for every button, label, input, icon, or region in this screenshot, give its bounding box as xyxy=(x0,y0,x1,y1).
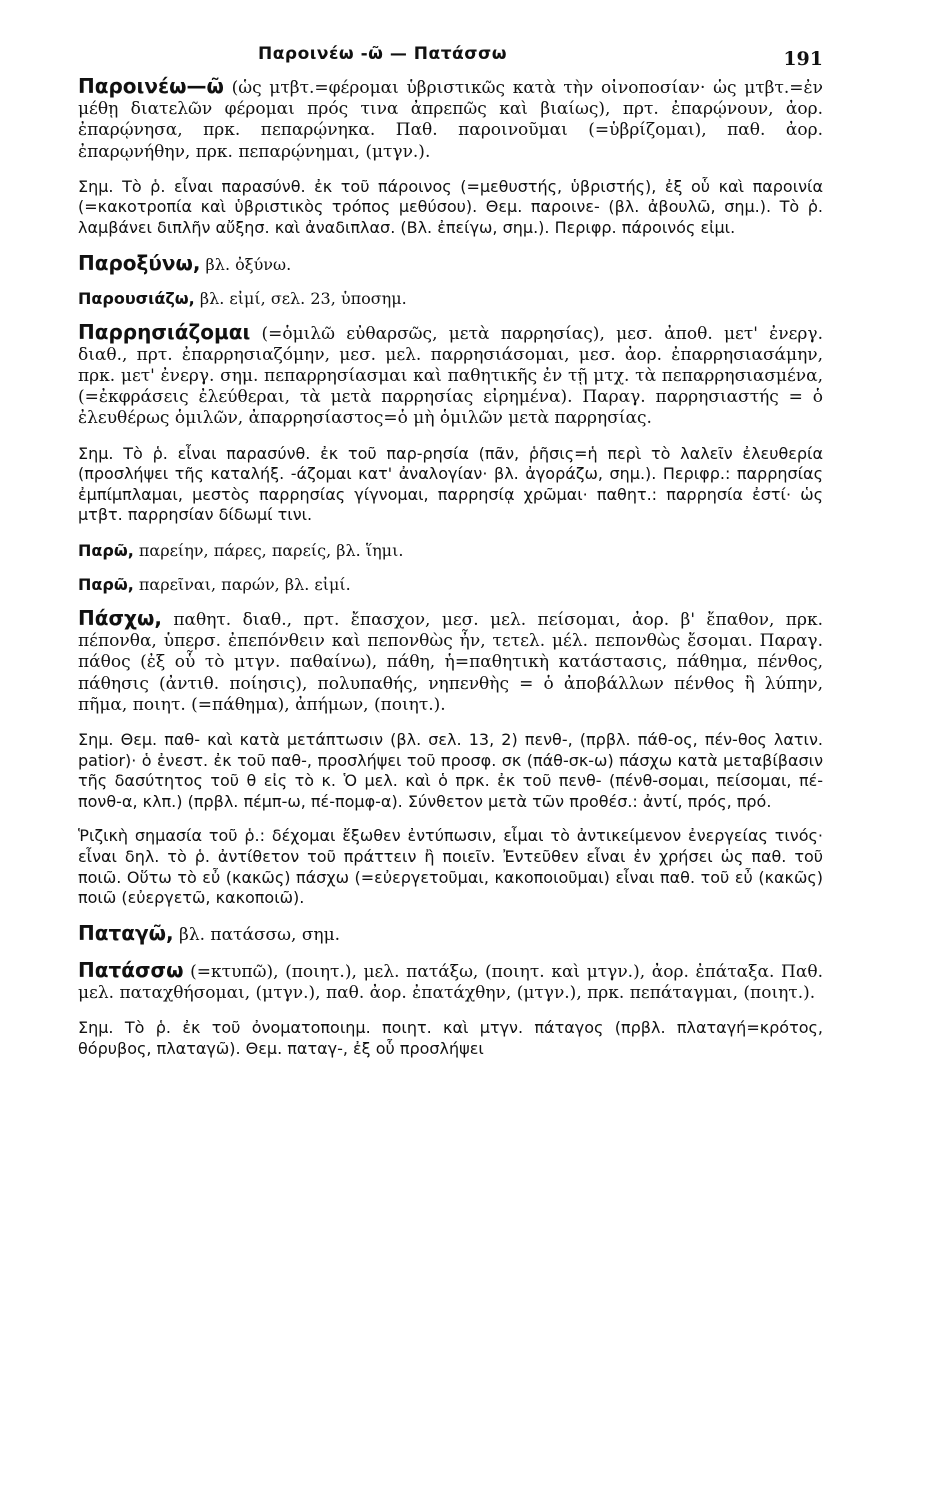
entry-patago xyxy=(58,920,823,946)
entry-body: (ὡς μτβτ.=φέρομαι ὑβριστικῶς κατὰ τὴν οἰνοποσίαν· ὡς μτβτ.=ἐν μέθῃ διατελῶν φέρομαι πρός τινα ἀπρεπῶς καὶ βιαίως), πρτ. ἐπαρῴνουν, ἀορ. ἐπαρῴνησα, πρκ. πεπαρῴνηκα. Παθ. παροινοῦμαι (=ὑβρίζομαι), παθ. ἀορ. ἐπαρῳνήθην, πρκ. πεπαρῴνημαι, (μτγν.). xyxy=(78,78,823,162)
note-pascho-root: Ῥιζικὴ σημασία τοῦ ῥ.: δέχομαι ἔξωθεν ἐντύπωσιν, εἶμαι τὸ ἀντικείμενον ἐνεργείας τινός· εἶναι δηλ. τὸ ῥ. ἀντίθετον τοῦ πράττειν ἢ ποιεῖν. Ἐντεῦθεν εἶναι ἐν χρήσει ὡς παθ. τοῦ ποιῶ. Οὕτω τὸ εὖ (κακῶς) πάσχω (=εὐεργετοῦμαι, κακοποιοῦμαι) εἶναι παθ. τοῦ εὖ (κακῶς) ποιῶ (εὐεργετῶ, κακοποιῶ). xyxy=(78,826,823,908)
entry-body: βλ. πατάσσω, σημ. xyxy=(173,924,341,945)
entry-body: βλ. εἰμί, σελ. 23, ὑποσημ. xyxy=(194,288,407,308)
entry-body: παθητ. διαθ., πρτ. ἔπασχον, μεσ. μελ. πείσομαι, ἀορ. β' ἔπαθον, πρκ. πέπονθα, ὑπερσ. ἐπεπόνθειν καὶ πεπονθὼς ἦν, τετελ. μέλ. πεπονθὼς ἔσομαι. Παραγ. πάθος (ἐξ οὗ τὸ μτγν. παθαίνω), πάθη, ἡ=παθητικὴ κατάστασις, πάθημα, πένθος, πάθησις (ἀντιθ. ποίησις), πολυπαθής, νηπενθὴς = ὁ ἀποβάλλων πένθος ἢ λύπην, πῆμα, ποιητ. (=πάθημα), ἀπήμων, (ποιητ.). xyxy=(78,609,823,715)
note-parresiazomai: Σημ. Τὸ ῥ. εἶναι παρασύνθ. ἐκ τοῦ παρ-ρησία (πᾶν, ῥῆσις=ἡ περὶ τὸ λαλεῖν ἐλευθερία (προσλήψει τῆς καταλήξ. -άζομαι κατ' ἀναλογίαν· βλ. ἀγοράζω, σημ.). Περιφρ.: παρρησίας ἐμπίμπλαμαι, μεστὸς παρρησίας γίγνομαι, παρρησίᾳ χρῶμαι· παθητ.: παρρησία ἐστί· ὡς μτβτ. παρρησίαν δίδωμί τινι. xyxy=(78,443,823,525)
note-paroineo: Σημ. Τὸ ῥ. εἶναι παρασύνθ. ἐκ τοῦ πάροινος (=μεθυστής, ὑβριστής), ἐξ οὗ καὶ παροινία (=κακοτροπία καὶ ὑβριστικὸς τρόπος μεθύσου). Θεμ. παροινε- (βλ. ἀβουλῶ, σημ.). Τὸ ῥ. λαμβάνει διπλῆν αὔξησ. καὶ ἀναδιπλασ. (Βλ. ἐπείγω, σημ.). Περιφρ. πάροινός εἰμι. xyxy=(78,176,823,237)
headword: Παρῶ, xyxy=(78,574,134,594)
entry-body: βλ. ὀξύνω. xyxy=(200,254,292,274)
entry-parresiazomai xyxy=(58,319,823,430)
entry-body: παρείην, πάρες, παρείς, βλ. ἵημι. xyxy=(133,540,404,560)
running-title: Παροινέω -ῶ — Πατάσσω xyxy=(258,44,507,64)
entry-pascho xyxy=(58,605,823,716)
headword: Παροινέω—ῶ xyxy=(78,74,224,98)
dictionary-page xyxy=(58,40,823,1074)
note-patasso: Σημ. Τὸ ῥ. ἐκ τοῦ ὀνοματοποιημ. ποιητ. καὶ μτγν. πάταγος (πρβλ. πλαταγή=κρότος, θόρυβος, πλαταγῶ). Θεμ. παταγ-, ἐξ οὗ προσλήψει xyxy=(78,1018,823,1058)
page-number: 191 xyxy=(783,48,823,70)
headword: Παρουσιάζω, xyxy=(78,288,195,308)
headword: Παροξύνω, xyxy=(78,250,201,275)
running-header xyxy=(58,40,823,76)
entry-body: παρεῖναι, παρών, βλ. εἰμί. xyxy=(133,574,351,594)
entry-parousiazo xyxy=(58,288,823,309)
entry-paroxyno xyxy=(58,250,823,275)
note-pascho: Σημ. Θεμ. παθ- καὶ κατὰ μετάπτωσιν (βλ. σελ. 13, 2) πενθ-, (πρβλ. πάθ-ος, πέν-θος λατιν. patior)· ὁ ἐνεστ. ἐκ τοῦ παθ-, προσλήψει τοῦ προσφ. σκ (πάθ-σκ-ω) πάσχω κατὰ μεταβίβασιν τῆς δασύτητος τοῦ θ εἰς τὸ κ. Ὁ μελ. καὶ ὁ πρκ. ἐκ τοῦ πενθ- (πένθ-σομαι, πείσομαι, πέ-πονθ-α, κλπ.) (πρβλ. πέμπ-ω, πέ-πομφ-α). Σύνθετον μετὰ τῶν προθέσ.: ἀντί, πρός, πρό. xyxy=(78,730,823,811)
entry-paro-1 xyxy=(58,540,823,561)
entry-paroineo xyxy=(58,76,823,163)
headword: Πάσχω, xyxy=(78,605,162,630)
entry-paro-2 xyxy=(58,574,823,595)
headword: Παταγῶ, xyxy=(78,920,174,945)
entry-patasso xyxy=(58,957,823,1004)
headword: Πατάσσω xyxy=(78,957,184,982)
entry-body: (=ὁμιλῶ εὐθαρσῶς, μετὰ παρρησίας), μεσ. ἀποθ. μετ' ἐνεργ. διαθ., πρτ. ἐπαρρησιαζόμην, μεσ. μελ. παρρησιάσομαι, μεσ. ἀορ. ἐπαρρησιασάμην, πρκ. μετ' ἐνεργ. σημ. πεπαρρησίασμαι καὶ παθητικῆς ἐν τῇ μτχ. τὰ πεπαρρησιασμένα, (=ἐκφράσεις ἐλεύθεραι, τὰ μετὰ παρρησίας εἰρημένα). Παραγ. παρρησιαστής = ὁ ἐλευθέρως ὁμιλῶν, ἀπαρρησίαστος=ὁ μὴ ὁμιλῶν μετὰ παρρησίας. xyxy=(78,323,823,429)
headword: Παρῶ, xyxy=(78,540,134,560)
entry-body: (=κτυπῶ), (ποιητ.), μελ. πατάξω, (ποιητ. καὶ μτγν.), ἀορ. ἐπάταξα. Παθ. μελ. παταχθήσομαι, (μτγν.), παθ. ἀορ. ἐπατάχθην, (μτγν.), πρκ. πεπάταγμαι, (ποιητ.). xyxy=(78,961,823,1004)
headword: Παρρησιάζομαι xyxy=(78,319,251,344)
